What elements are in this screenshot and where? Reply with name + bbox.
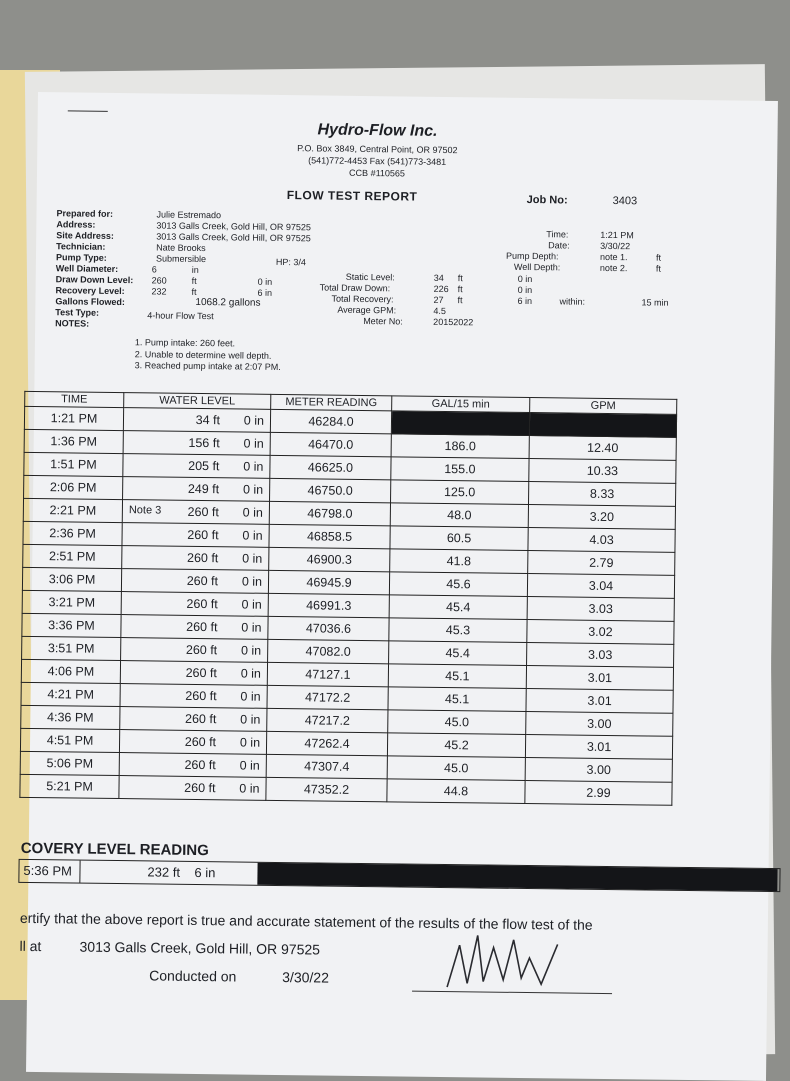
row-gpm: 10.33 bbox=[529, 459, 676, 484]
total-draw-down-label: Total Draw Down: bbox=[319, 282, 391, 294]
row-gpm: 3.01 bbox=[526, 666, 673, 691]
row-level-in: 0 in bbox=[241, 620, 262, 635]
draw-down-label: Draw Down Level: bbox=[55, 274, 134, 286]
total-draw-down-in: 0 in bbox=[517, 284, 533, 296]
time-label: Time: bbox=[546, 229, 569, 240]
row-meter-reading: 47307.4 bbox=[266, 754, 387, 778]
certification-text: ertify that the above report is true and accurate statement of the results of the flow test of the bbox=[19, 909, 593, 933]
well-diameter: 6 bbox=[151, 264, 157, 275]
row-level-ft: 260 ft bbox=[187, 527, 219, 543]
row-meter-reading: 46945.9 bbox=[268, 570, 389, 594]
recovery-time: 5:36 PM bbox=[23, 862, 72, 879]
row-level-in: 0 in bbox=[239, 781, 260, 796]
row-level-ft: 260 ft bbox=[186, 596, 218, 612]
prepared-for-label: Prepared for: bbox=[56, 208, 114, 219]
row-level-ft: 260 ft bbox=[184, 711, 217, 727]
row-time: 5:06 PM bbox=[20, 751, 119, 775]
flow-test-table bbox=[19, 391, 677, 806]
job-number-label: Job No: bbox=[526, 193, 568, 207]
well-at-address: 3013 Galls Creek, Gold Hill, OR 97525 bbox=[79, 938, 321, 958]
row-level-in: 0 in bbox=[240, 689, 261, 704]
well-diameter-unit: in bbox=[191, 264, 199, 275]
company-address: P.O. Box 3849, Central Point, OR 97502 bbox=[297, 143, 458, 156]
test-time: 1:21 PM bbox=[600, 229, 634, 241]
row-level-in: 0 in bbox=[243, 436, 264, 451]
gallons-flowed-label: Gallons Flowed: bbox=[55, 296, 126, 308]
conducted-on-label: Conducted on bbox=[149, 967, 237, 985]
row-level-ft: 260 ft bbox=[186, 550, 219, 566]
row-level-in: 0 in bbox=[242, 551, 263, 566]
row-water-level bbox=[123, 454, 270, 479]
row-meter-reading: 46625.0 bbox=[270, 455, 391, 479]
row-gpm bbox=[529, 413, 676, 438]
recovery-blackout bbox=[257, 863, 777, 891]
row-meter-reading: 47172.2 bbox=[267, 685, 388, 709]
note-2: 2. Unable to determine well depth. bbox=[134, 348, 272, 361]
row-time: 4:21 PM bbox=[21, 682, 120, 706]
static-level-label: Static Level: bbox=[345, 271, 395, 283]
row-level-ft: 260 ft bbox=[184, 757, 216, 773]
row-gpm: 2.99 bbox=[525, 781, 672, 806]
meter-no: 20152022 bbox=[433, 316, 474, 328]
row-gal-per-15: 45.0 bbox=[387, 756, 525, 781]
recovery-ft-unit: ft bbox=[191, 286, 197, 297]
address: 3013 Galls Creek, Gold Hill, OR 97525 bbox=[156, 220, 312, 233]
row-time: 3:36 PM bbox=[22, 613, 121, 637]
row-water-level bbox=[119, 776, 266, 801]
well-depth-unit: ft bbox=[655, 263, 661, 274]
row-level-ft: 260 ft bbox=[185, 688, 217, 704]
static-level-unit: ft bbox=[457, 273, 463, 284]
well-at-label: ll at bbox=[19, 937, 42, 955]
row-water-level bbox=[120, 661, 267, 686]
row-gal-per-15: 45.1 bbox=[388, 664, 526, 689]
total-recovery-in: 6 in bbox=[517, 295, 533, 307]
row-level-in: 0 in bbox=[243, 459, 264, 474]
average-gpm: 4.5 bbox=[433, 305, 446, 316]
header-meter-reading: METER READING bbox=[271, 394, 392, 410]
row-gpm: 3.03 bbox=[527, 643, 674, 668]
meter-no-label: Meter No: bbox=[363, 315, 403, 327]
row-gal-per-15: 45.3 bbox=[389, 618, 527, 643]
row-time: 2:21 PM bbox=[23, 498, 122, 522]
site-address-label: Site Address: bbox=[56, 230, 114, 241]
row-time: 5:21 PM bbox=[20, 774, 119, 798]
row-water-level bbox=[122, 546, 269, 571]
total-recovery: 27 bbox=[433, 294, 444, 305]
date-label: Date: bbox=[548, 240, 570, 251]
header-water-level: WATER LEVEL bbox=[124, 393, 271, 410]
table-body bbox=[20, 406, 677, 805]
draw-down-ft: 260 bbox=[151, 275, 167, 286]
average-gpm-label: Average GPM: bbox=[337, 304, 397, 316]
row-meter-reading: 46991.3 bbox=[268, 593, 389, 617]
well-depth: note 2. bbox=[599, 262, 628, 274]
row-time: 3:21 PM bbox=[22, 590, 121, 614]
row-meter-reading: 47036.6 bbox=[268, 616, 389, 640]
row-gal-per-15: 48.0 bbox=[390, 503, 528, 528]
row-time: 1:36 PM bbox=[24, 429, 123, 453]
row-level-ft: 205 ft bbox=[188, 458, 220, 474]
prepared-for: Julie Estremado bbox=[156, 209, 222, 221]
recovery-in: 6 in bbox=[257, 287, 273, 298]
draw-down-in: 0 in bbox=[257, 276, 273, 287]
pump-depth-label: Pump Depth: bbox=[505, 250, 559, 262]
total-draw-down: 226 bbox=[433, 283, 449, 295]
row-level-ft: 260 ft bbox=[186, 573, 219, 589]
row-time: 3:06 PM bbox=[22, 567, 121, 591]
note-1: 1. Pump intake: 260 feet. bbox=[134, 337, 236, 349]
row-level-ft: 260 ft bbox=[186, 619, 218, 635]
row-water-level bbox=[121, 638, 268, 663]
row-gal-per-15: 45.2 bbox=[387, 733, 525, 758]
company-phone: (541)772-4453 Fax (541)773-3481 bbox=[308, 155, 447, 167]
row-gpm: 3.01 bbox=[525, 735, 672, 760]
row-level-in: 0 in bbox=[242, 482, 264, 497]
row-gal-per-15: 45.1 bbox=[388, 687, 526, 712]
recovery-level-label: Recovery Level: bbox=[55, 285, 125, 297]
row-water-level bbox=[121, 592, 268, 617]
row-gpm: 3.04 bbox=[527, 574, 674, 599]
row-gal-per-15: 45.6 bbox=[389, 572, 527, 597]
row-water-level bbox=[123, 408, 270, 433]
row-level-ft: 156 ft bbox=[188, 435, 220, 451]
row-meter-reading: 46798.0 bbox=[269, 501, 390, 525]
row-level-ft: 260 ft bbox=[184, 734, 217, 750]
row-time: 4:06 PM bbox=[21, 659, 120, 683]
row-meter-reading: 47217.2 bbox=[267, 708, 388, 732]
row-gal-per-15: 186.0 bbox=[391, 434, 529, 459]
row-meter-reading: 46858.5 bbox=[269, 524, 390, 548]
gallons-flowed: 1068.2 gallons bbox=[195, 296, 261, 309]
total-recovery-label: Total Recovery: bbox=[331, 293, 394, 305]
well-diameter-label: Well Diameter: bbox=[55, 263, 119, 274]
row-gpm: 3.02 bbox=[527, 620, 674, 645]
row-gpm: 3.00 bbox=[526, 712, 673, 737]
row-level-in: 0 in bbox=[240, 666, 261, 681]
pump-type-label: Pump Type: bbox=[55, 252, 107, 263]
row-meter-reading: 47262.4 bbox=[266, 731, 387, 755]
conducted-on-date: 3/30/22 bbox=[282, 969, 330, 986]
row-gpm: 4.03 bbox=[528, 528, 675, 553]
row-level-in: 0 in bbox=[240, 643, 262, 658]
static-level: 34 bbox=[433, 272, 444, 283]
total-draw-down-unit: ft bbox=[457, 284, 463, 295]
row-time: 1:51 PM bbox=[24, 452, 123, 476]
row-gpm: 3.00 bbox=[525, 758, 672, 783]
row-level-ft: 34 ft bbox=[195, 412, 221, 428]
row-gal-per-15: 45.4 bbox=[389, 595, 527, 620]
row-water-level bbox=[119, 753, 266, 778]
test-type: 4-hour Flow Test bbox=[147, 310, 214, 322]
report-title: FLOW TEST REPORT bbox=[286, 188, 418, 204]
flow-test-report-page bbox=[19, 92, 778, 1081]
row-level-in: 0 in bbox=[241, 597, 262, 612]
row-meter-reading: 46470.0 bbox=[270, 432, 391, 456]
row-time: 2:36 PM bbox=[23, 521, 122, 545]
row-time: 2:51 PM bbox=[23, 544, 122, 568]
row-gpm: 3.01 bbox=[526, 689, 673, 714]
pump-type: Submersible bbox=[155, 253, 207, 265]
test-type-label: Test Type: bbox=[55, 307, 100, 318]
test-date: 3/30/22 bbox=[600, 240, 631, 252]
row-level-in: 0 in bbox=[242, 505, 263, 520]
within-label: within: bbox=[559, 296, 586, 307]
row-meter-reading: 46284.0 bbox=[270, 409, 391, 433]
row-level-in: 0 in bbox=[241, 574, 263, 589]
row-water-level bbox=[121, 615, 268, 640]
header-time: TIME bbox=[25, 391, 124, 407]
row-gal-per-15 bbox=[391, 411, 529, 436]
recovery-ft: 232 bbox=[151, 286, 167, 297]
row-level-in: 0 in bbox=[239, 735, 261, 750]
row-level-ft: 260 ft bbox=[187, 504, 219, 520]
row-gpm: 8.33 bbox=[528, 482, 675, 507]
row-level-in: 0 in bbox=[243, 413, 265, 428]
row-level-ft: 260 ft bbox=[185, 642, 218, 658]
static-level-in: 0 in bbox=[517, 273, 533, 285]
address-label: Address: bbox=[56, 219, 96, 230]
recovery-divider bbox=[79, 861, 80, 883]
row-level-in: 0 in bbox=[239, 758, 260, 773]
within-value: 15 min bbox=[641, 297, 669, 308]
row-water-level bbox=[121, 569, 268, 594]
row-level-ft: 260 ft bbox=[184, 780, 216, 796]
technician: Nate Brooks bbox=[156, 242, 206, 254]
row-gal-per-15: 60.5 bbox=[390, 526, 528, 551]
company-ccb: CCB #110565 bbox=[349, 167, 406, 179]
row-gpm: 3.03 bbox=[527, 597, 674, 622]
row-time: 1:21 PM bbox=[24, 406, 123, 430]
notes-list bbox=[135, 337, 282, 373]
row-water-level bbox=[122, 523, 269, 548]
row-level-in: 0 in bbox=[240, 712, 261, 727]
header-gal-per-15: GAL/15 min bbox=[392, 396, 530, 413]
company-name: Hydro-Flow Inc. bbox=[317, 121, 438, 140]
total-recovery-unit: ft bbox=[457, 295, 463, 306]
row-time: 4:36 PM bbox=[21, 705, 120, 729]
row-time: 4:51 PM bbox=[20, 728, 119, 752]
row-meter-reading: 47127.1 bbox=[267, 662, 388, 686]
row-gal-per-15: 155.0 bbox=[391, 457, 529, 482]
row-level-ft: 249 ft bbox=[187, 481, 220, 497]
row-gal-per-15: 45.4 bbox=[389, 641, 527, 666]
horsepower: HP: 3/4 bbox=[275, 256, 307, 268]
row-time: 2:06 PM bbox=[24, 475, 123, 499]
row-water-level bbox=[122, 500, 269, 525]
row-level-ft: 260 ft bbox=[185, 665, 217, 681]
row-gal-per-15: 45.0 bbox=[388, 710, 526, 735]
row-gpm: 2.79 bbox=[528, 551, 675, 576]
row-water-level bbox=[120, 707, 267, 732]
header-gpm: GPM bbox=[530, 398, 677, 415]
site-address: 3013 Galls Creek, Gold Hill, OR 97525 bbox=[156, 231, 311, 244]
pump-depth: note 1. bbox=[599, 251, 628, 263]
row-gal-per-15: 125.0 bbox=[391, 480, 529, 505]
well-depth-label: Well Depth: bbox=[513, 261, 561, 273]
pump-depth-unit: ft bbox=[655, 252, 662, 263]
signature bbox=[437, 917, 568, 999]
row-time: 3:51 PM bbox=[22, 636, 121, 660]
note-3: 3. Reached pump intake at 2:07 PM. bbox=[134, 360, 281, 372]
row-gal-per-15: 41.8 bbox=[390, 549, 528, 574]
recovery-level: 232 ft 6 in bbox=[147, 864, 216, 881]
recovery-row bbox=[18, 859, 780, 892]
technician-label: Technician: bbox=[56, 241, 106, 252]
row-gal-per-15: 44.8 bbox=[387, 779, 525, 804]
recovery-title: COVERY LEVEL READING bbox=[20, 839, 209, 860]
row-water-level bbox=[123, 431, 270, 456]
row-water-level bbox=[123, 477, 270, 502]
row-note: Note 3 bbox=[128, 504, 162, 517]
pen-mark bbox=[68, 110, 108, 111]
draw-down-ft-unit: ft bbox=[191, 275, 197, 286]
job-number: 3403 bbox=[612, 195, 638, 208]
row-level-in: 0 in bbox=[242, 528, 263, 543]
row-gpm: 12.40 bbox=[529, 436, 676, 461]
row-meter-reading: 46750.0 bbox=[270, 478, 391, 502]
row-water-level bbox=[119, 730, 266, 755]
row-meter-reading: 47082.0 bbox=[268, 639, 389, 663]
row-water-level bbox=[120, 684, 267, 709]
row-meter-reading: 47352.2 bbox=[266, 777, 387, 801]
notes-label: NOTES: bbox=[55, 318, 90, 329]
row-meter-reading: 46900.3 bbox=[269, 547, 390, 571]
row-gpm: 3.20 bbox=[528, 505, 675, 530]
